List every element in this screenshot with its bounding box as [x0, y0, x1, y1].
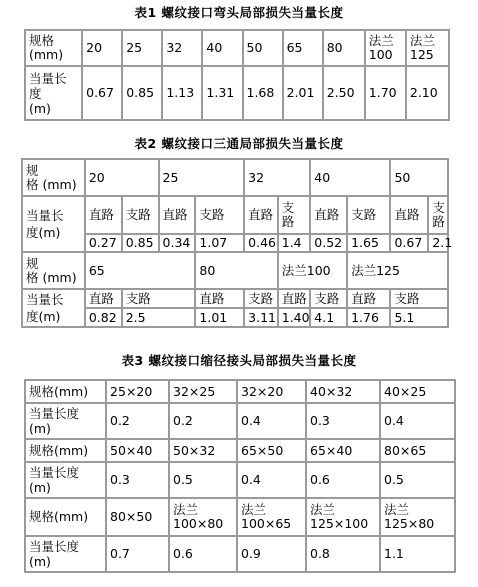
table3	[24, 379, 456, 573]
length-cell: 2.10	[406, 66, 449, 120]
table2	[21, 158, 453, 328]
spec-cell: 25	[159, 159, 245, 196]
spec-cell: 25×20	[106, 380, 169, 403]
spec-cell: 65	[85, 252, 196, 289]
row-header-length: 当量长 度 (m)	[25, 66, 82, 120]
length-cell: 0.4	[237, 403, 306, 439]
branch-type-cell: 直路	[85, 196, 122, 234]
spec-cell: 80×50	[106, 498, 169, 536]
spec-cell: 50	[390, 159, 448, 196]
branch-type-cell: 支路	[195, 196, 244, 234]
branch-type-cell: 直路	[310, 196, 347, 234]
branch-type-cell: 支路	[310, 289, 347, 308]
spec-cell: 法兰 100×80	[169, 498, 237, 536]
spec-cell: 32	[162, 30, 202, 66]
spec-cell: 50×32	[169, 439, 237, 462]
spec-cell: 法兰100	[278, 252, 347, 289]
spec-cell: 50×40	[106, 439, 169, 462]
spec-cell: 法兰 100	[365, 30, 406, 66]
length-cell: 0.5	[169, 462, 237, 498]
table2-caption: 表2 螺纹接口三通局部损失当量长度	[134, 136, 344, 151]
branch-type-cell: 支路	[390, 289, 448, 308]
spec-cell: 65×50	[237, 439, 306, 462]
branch-type-cell: 支路	[122, 196, 159, 234]
length-cell: 4.1	[310, 308, 347, 327]
length-cell: 0.85	[122, 66, 162, 120]
length-cell: 0.2	[106, 403, 169, 439]
length-cell: 0.6	[306, 462, 380, 498]
length-cell: 1.4	[278, 234, 311, 252]
length-cell: 0.3	[106, 462, 169, 498]
spec-cell: 20	[85, 159, 159, 196]
spec-cell: 法兰 125	[406, 30, 449, 66]
row-header-spec: 规 格 (mm)	[22, 252, 85, 289]
spec-cell: 32	[244, 159, 310, 196]
spec-row	[25, 30, 449, 66]
branch-type-cell: 支 路	[428, 196, 448, 234]
spec-cell: 法兰 125×80	[380, 498, 455, 536]
length-cell: 0.4	[380, 403, 455, 439]
spec-cell: 40×32	[306, 380, 380, 403]
length-cell: 1.70	[365, 66, 406, 120]
spec-cell: 法兰 100×65	[237, 498, 306, 536]
length-row	[25, 403, 455, 439]
length-cell: 0.7	[106, 536, 169, 572]
sub-header-row	[22, 289, 448, 308]
spec-cell: 80	[323, 30, 365, 66]
branch-type-cell: 支路	[347, 196, 390, 234]
branch-type-cell: 直路	[159, 196, 196, 234]
row-header-length: 当量长度 (m)	[25, 536, 106, 572]
spec-cell: 20	[82, 30, 122, 66]
spec-row	[25, 498, 455, 536]
length-cell: 0.82	[85, 308, 122, 327]
length-cell: 0.67	[390, 234, 428, 252]
length-cell: 0.34	[159, 234, 196, 252]
length-row	[25, 462, 455, 498]
branch-type-cell: 直路	[347, 289, 390, 308]
length-cell: 1.31	[202, 66, 242, 120]
branch-type-cell: 直路	[195, 289, 244, 308]
row-header-spec: 规格(mm)	[25, 439, 106, 462]
table1	[24, 29, 450, 121]
spec-cell: 法兰 125×100	[306, 498, 380, 536]
spec-cell: 65×40	[306, 439, 380, 462]
length-cell: 5.1	[390, 308, 448, 327]
length-cell: 1.1	[380, 536, 455, 572]
length-row	[22, 308, 448, 327]
length-cell: 0.5	[380, 462, 455, 498]
row-header-length: 当量长度 (m)	[25, 403, 106, 439]
length-cell: 1.76	[347, 308, 390, 327]
spec-cell: 80×65	[380, 439, 455, 462]
spec-cell: 40	[202, 30, 242, 66]
length-cell: 2.5	[122, 308, 196, 327]
branch-type-cell: 直路	[390, 196, 428, 234]
length-cell: 0.27	[85, 234, 122, 252]
spec-cell: 50	[243, 30, 283, 66]
spec-row	[25, 380, 455, 403]
spec-row	[22, 159, 448, 196]
length-cell: 0.6	[169, 536, 237, 572]
branch-type-cell: 直路	[278, 289, 311, 308]
branch-type-cell: 直路	[85, 289, 122, 308]
row-header-spec: 规格(mm)	[25, 380, 106, 403]
branch-type-cell: 支路	[244, 289, 278, 308]
spec-cell: 法兰125	[347, 252, 448, 289]
length-cell: 2.01	[283, 66, 323, 120]
length-cell: 0.8	[306, 536, 380, 572]
length-row	[25, 66, 449, 120]
length-cell: 0.2	[169, 403, 237, 439]
length-cell: 1.68	[243, 66, 283, 120]
length-cell: 1.65	[347, 234, 390, 252]
branch-type-cell: 直路	[244, 196, 278, 234]
length-cell: 0.67	[82, 66, 122, 120]
row-header-spec: 规 格 (mm)	[22, 159, 85, 196]
length-cell: 0.85	[122, 234, 159, 252]
length-cell: 0.3	[306, 403, 380, 439]
length-cell: 2.1	[428, 234, 448, 252]
spec-cell: 40×25	[380, 380, 455, 403]
row-header-length: 当量长 度(m)	[22, 289, 85, 327]
length-cell: 1.40	[278, 308, 311, 327]
row-header-length: 当量长 度(m)	[22, 196, 85, 252]
row-header-spec: 规格(mm)	[25, 498, 106, 536]
spec-row	[25, 439, 455, 462]
sub-header-row	[22, 196, 448, 234]
spec-row	[22, 252, 448, 289]
row-header-spec: 规格 (mm)	[25, 30, 82, 66]
length-row	[25, 536, 455, 572]
row-header-length: 当量长度 (m)	[25, 462, 106, 498]
spec-cell: 40	[310, 159, 390, 196]
length-cell: 0.9	[237, 536, 306, 572]
branch-type-cell: 支路	[122, 289, 196, 308]
length-cell: 2.50	[323, 66, 365, 120]
length-cell: 3.11	[244, 308, 278, 327]
table3-caption: 表3 螺纹接口缩径接头局部损失当量长度	[121, 353, 357, 368]
length-cell: 0.4	[237, 462, 306, 498]
length-row	[22, 234, 448, 252]
length-cell: 1.01	[195, 308, 244, 327]
spec-cell: 65	[283, 30, 323, 66]
spec-cell: 32×20	[237, 380, 306, 403]
spec-cell: 32×25	[169, 380, 237, 403]
length-cell: 1.13	[162, 66, 202, 120]
length-cell: 1.07	[195, 234, 244, 252]
branch-type-cell: 支 路	[278, 196, 311, 234]
length-cell: 0.46	[244, 234, 278, 252]
spec-cell: 80	[195, 252, 277, 289]
length-cell: 0.52	[310, 234, 347, 252]
table1-caption: 表1 螺纹接口弯头局部损失当量长度	[134, 5, 344, 20]
spec-cell: 25	[122, 30, 162, 66]
